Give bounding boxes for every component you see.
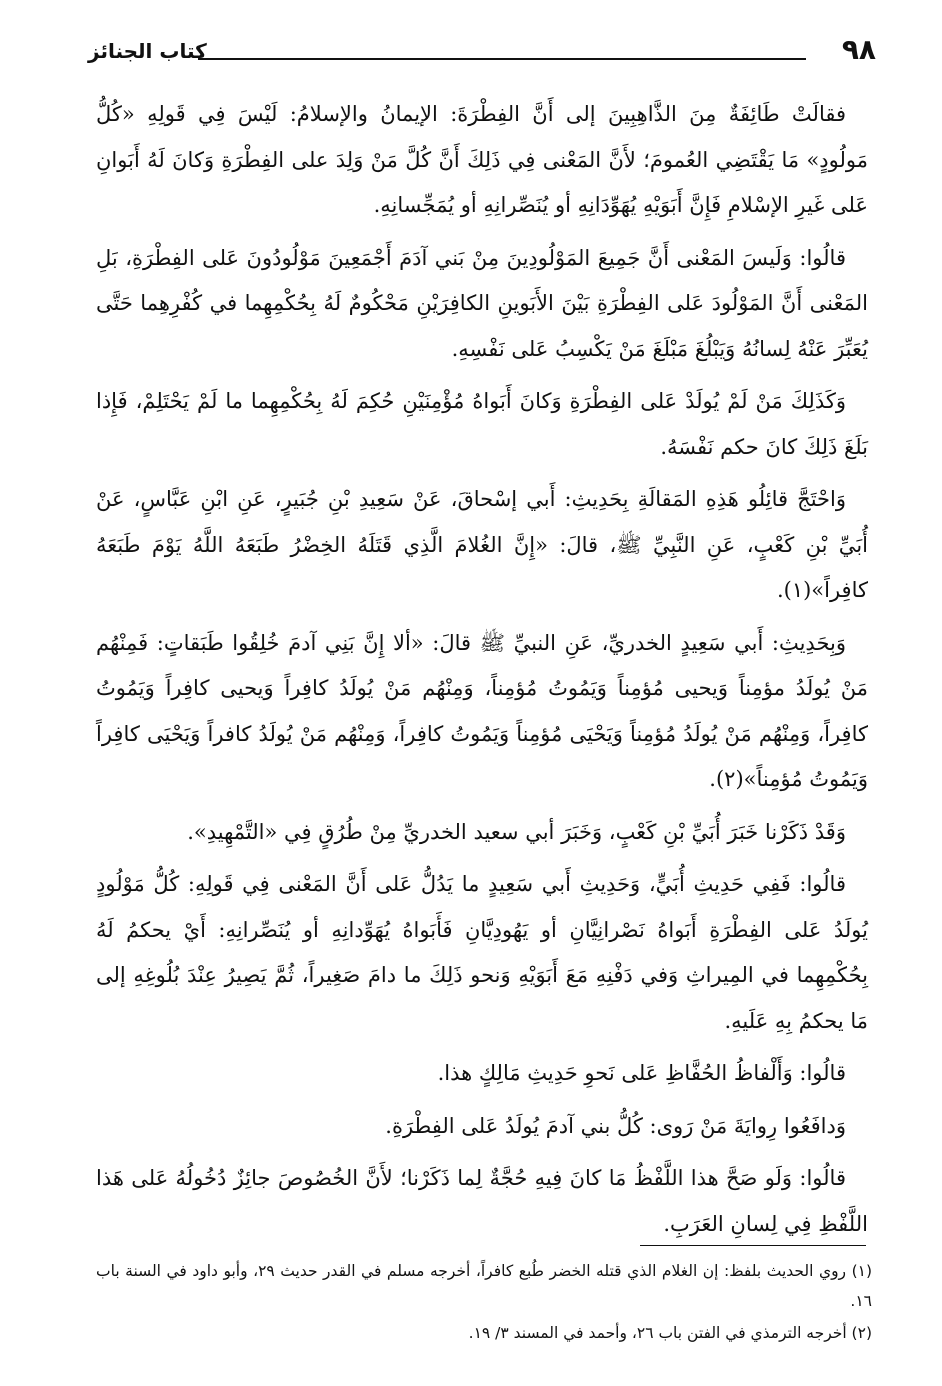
running-title: كتاب الجنائز bbox=[88, 39, 207, 63]
footnote: (٢) أخرجه الترمذي في الفتن باب ٢٦، وأحمد في المسند ٣/ ١٩. bbox=[468, 1324, 872, 1342]
footnote-separator bbox=[640, 1245, 866, 1246]
paragraph: قالُوا: وَلَيسَ المَعْنى أَنَّ جَمِيعَ المَوْلُودِينَ مِنْ بَني آدَمَ أَجْمَعِينَ مَوْلُودُونَ عَلى الفِطْرَةِ، بَلِ المَعْنى أَنَّ المَوْلُودَ عَلى الفِطْرَةِ بَيْنَ الأَبَوينِ الكافِرَيْنِ مَحْكُومٌ لَهُ بِحُكْمِهِما في كُفْرِهِما حَتَّى يُعَبِّرَ عَنْهُ لِسانُهُ وَيَبْلُغَ مَبْلَغَ مَنْ يَكْسِبُ عَلى نَفْسِهِ. bbox=[96, 245, 868, 361]
paragraph: قالُوا: فَفِي حَدِيثِ أُبَيٍّ، وَحَدِيثِ أَبي سَعِيدٍ ما يَدُلُّ عَلى أَنَّ المَعْنى فِي قَولِهِ: كُلُّ مَوْلُودٍ يُولَدُ عَلى الفِطْرَةِ أَبَواهُ نَصْرانِيَّانِ أو يَهُودِيَّانِ فَأَبَواهُ يُهَوِّدانِهِ أو يُنَصِّرانِهِ: أَيْ يحكمُ لَهُ بِحُكْمِهِما في المِيراثِ وَفي دَفْنِهِ مَعَ أَبَوَيْهِ وَنحو ذَلِكَ ما دامَ صَغِيراً، ثُمَّ يَصِيرُ عِنْدَ بُلُوغِهِ إلى مَا يحكمُ بِهِ عَلَيهِ. bbox=[96, 872, 868, 1033]
header-rule bbox=[198, 58, 806, 60]
paragraph: وَكَذَلِكَ مَنْ لَمْ يُولَدْ عَلى الفِطْرَةِ وَكانَ أَبَواهُ مُؤْمِنَيْنِ حُكِمَ لَهُ بِحُكْمِهِما ما لَمْ يَحْتَلِمْ، فَإِذا بَلَغَ ذَلِكَ كانَ حكم نَفْسَهُ. bbox=[96, 389, 868, 459]
paragraph: قالُوا: وَلَو صَحَّ هذا اللَّفْظُ مَا كانَ فِيهِ حُجَّةٌ لِما ذَكَرْنا؛ لأَنَّ الخُصُوصَ جائِزٌ دُخُولُهُ عَلى هَذا اللَّفْظِ فِي لِسانِ العَرَبِ. bbox=[96, 1166, 868, 1236]
footnotes bbox=[96, 1256, 872, 1350]
paragraph: وَاحْتَجَّ قائِلُو هَذِهِ المَقالَةِ بِحَدِيثِ: أَبي إسْحاقَ، عَنْ سَعِيدِ بْنِ جُبَيرٍ، عَنِ ابْنِ عَبَّاسٍ، عَنْ أُبَيِّ بْنِ كَعْبٍ، عَنِ النَّبِيِّ ﷺ، قالَ: «إِنَّ الغُلامَ الَّذِي قَتَلَهُ الخِضْرُ طَبَعَهُ اللَّهُ يَوْمَ طَبَعَهُ كافِراً»(١). bbox=[96, 487, 868, 602]
main-text bbox=[96, 92, 868, 1254]
paragraph: وَقَدْ ذَكَرْنا خَبَرَ أُبَيِّ بْنِ كَعْبٍ، وَخَبَرَ أبي سعيد الخدريِّ مِنْ طُرُقٍ فِي «التَّمْهِيدِ». bbox=[187, 819, 846, 844]
paragraph: وَبِحَدِيثِ: أَبي سَعِيدٍ الخدريِّ، عَنِ النبيِّ ﷺ قالَ: «ألا إِنَّ بَنِي آدمَ خُلِقُوا طَبَقاتٍ: فَمِنْهُم مَنْ يُولَدُ مؤمِناً وَيحيى مُؤمِناً وَيَمُوتُ مُؤمِناً، وَمِنْهُم مَنْ يُولَدُ كافِراً وَيحيى كافِراً وَيَمُوتُ كافِراً، وَمِنْهُم مَنْ يُولَدُ مُؤمِناً وَيَحْيَى مُؤمِناً وَيَمُوتُ كافِراً، وَمِنْهُم مَنْ يُولَدُ كافراً وَيَحْيَى كافِراً وَيَمُوتُ مُؤمِناً»(٢). bbox=[96, 630, 868, 791]
page-number: ٩٨ bbox=[841, 33, 876, 66]
paragraph: فقالَتْ طَائِفَةٌ مِنَ الذَّاهِبِينَ إلى أَنَّ الفِطْرَةَ: الإيمانُ والإسلامُ: لَيْسَ فِي قَولِهِ «كُلُّ مَولُودٍ» مَا يَقْتَضِي العُمومَ؛ لأَنَّ المَعْنى فِي ذَلِكَ أَنَّ كُلَّ مَنْ وَلِدَ على الفِطْرَةِ وَكانَ لَهُ أَبَوانِ عَلى غَيرِ الإسْلامِ فَإِنَّ أَبَوَيْهِ يُهَوِّدَانِهِ أو يُنَصِّرانِهِ أو يُمَجِّسانِهِ. bbox=[96, 102, 868, 217]
paragraph: وَدافَعُوا رِوايَةَ مَنْ رَوى: كُلُّ بني آدمَ يُولَدُ عَلى الفِطْرَةِ. bbox=[385, 1113, 846, 1138]
paragraph: قالُوا: وَأَلْفاظُ الحُفَّاظِ عَلى نَحوِ حَدِيثِ مَالِكٍ هذا. bbox=[437, 1061, 846, 1085]
footnote: (١) روي الحديث بلفظ: إن الغلام الذي قتله الخضر طُبع كافراً، أخرجه مسلم في القدر حديث ٢٩، وأبو داود في السنة باب ١٦. bbox=[96, 1262, 873, 1310]
page-header bbox=[88, 32, 876, 72]
